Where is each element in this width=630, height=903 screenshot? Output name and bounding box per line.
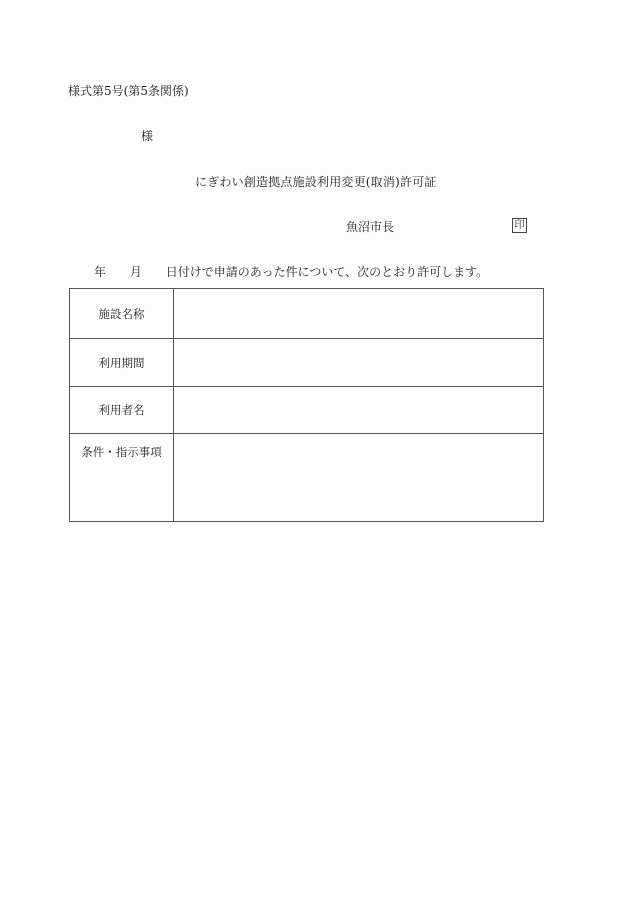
usage-period-value bbox=[174, 339, 544, 387]
date-line bbox=[94, 263, 488, 280]
year-label: 年 bbox=[94, 265, 107, 279]
seal-icon: 印 bbox=[512, 218, 527, 233]
user-name-label: 利用者名 bbox=[70, 387, 174, 434]
table-row bbox=[70, 387, 544, 434]
user-name-value bbox=[174, 387, 544, 434]
conditions-value bbox=[174, 434, 544, 522]
date-line-text: 日付けで申請のあった件について、次のとおり許可します。 bbox=[165, 265, 489, 279]
month-label: 月 bbox=[129, 265, 142, 279]
facility-name-value bbox=[174, 289, 544, 339]
issuer-name: 魚沼市長 bbox=[346, 220, 395, 234]
facility-name-label: 施設名称 bbox=[70, 289, 174, 339]
usage-period-label: 利用期間 bbox=[70, 339, 174, 387]
table-row bbox=[70, 339, 544, 387]
addressee-suffix: 様 bbox=[141, 129, 154, 143]
conditions-label: 条件・指示事項 bbox=[70, 434, 174, 522]
document-title: にぎわい創造拠点施設利用変更(取消)許可証 bbox=[195, 175, 437, 189]
form-number: 様式第5号(第5条関係) bbox=[68, 84, 189, 98]
table-row bbox=[70, 434, 544, 522]
permit-details-table bbox=[69, 288, 544, 522]
table-row bbox=[70, 289, 544, 339]
